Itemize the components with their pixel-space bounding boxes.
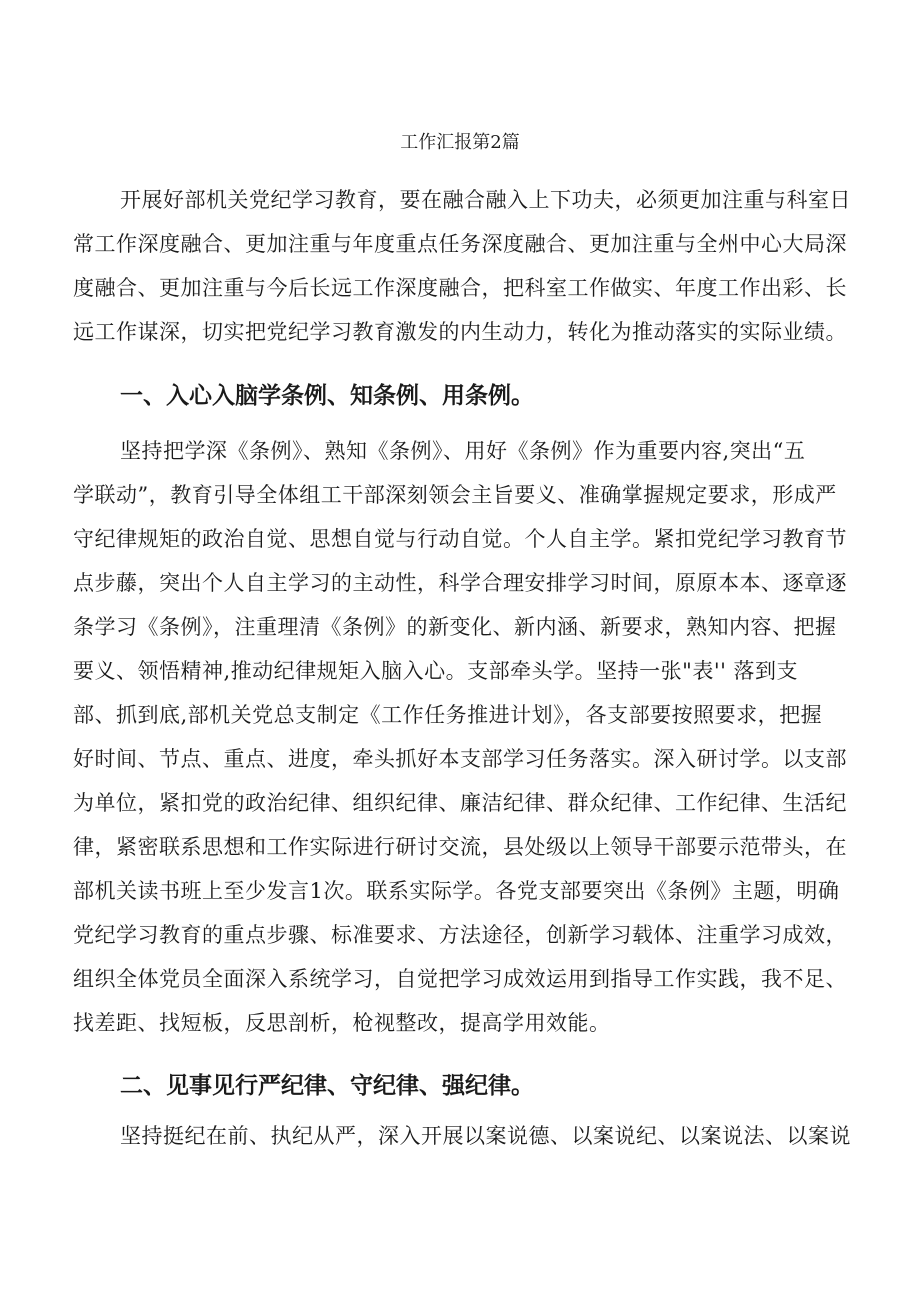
paragraph-line: 坚持把学深《条例》、熟知《条例》、用好《条例》作为重要内容,突出“五 bbox=[120, 439, 806, 463]
paragraph-line: 部、抓到底,部机关党总支制定《工作任务推进计划》，各支部要按照要求，把握 bbox=[73, 703, 823, 727]
paragraph-line: 条学习《条例》，注重理清《条例》的新变化、新内涵、新要求，熟知内容、把握 bbox=[73, 615, 837, 639]
paragraph-line: 好时间、节点、重点、进度，牵头抓好本支部学习任务落实。深入研讨学。以支部 bbox=[73, 747, 847, 771]
paragraph-line: 守纪律规矩的政治自觉、思想自觉与行动自觉。个人自主学。紧扣党纪学习教育节 bbox=[73, 527, 847, 551]
paragraph-line: 要义、领悟精神,推动纪律规矩入脑入心。支部牵头学。坚持一张"表'' 落到支 bbox=[73, 659, 799, 683]
paragraph-line: 律，紧密联系思想和工作实际进行研讨交流，县处级以上领导干部要示范带头，在 bbox=[73, 835, 847, 859]
paragraph-line: 点步藤，突出个人自主学习的主动性，科学合理安排学习时间，原原本本、逐章逐 bbox=[73, 571, 847, 595]
document-title: 工作汇报第2篇 bbox=[400, 132, 520, 153]
paragraph-line: 学联动”，教育引导全体组工干部深刻领会主旨要义、准确掌握规定要求，形成严 bbox=[73, 483, 837, 507]
paragraph-line: 党纪学习教育的重点步骤、标准要求、方法途径，创新学习载体、注重学习成效， bbox=[73, 923, 847, 947]
intro-line: 开展好部机关党纪学习教育，要在融合融入上下功夫，必须更加注重与科室日 bbox=[120, 188, 851, 212]
paragraph-line: 坚持挺纪在前、执纪从严，深入开展以案说德、以案说纪、以案说法、以案说 bbox=[120, 1124, 851, 1148]
intro-line: 度融合、更加注重与今后长远工作深度融合，把科室工作做实、年度工作出彩、长 bbox=[73, 276, 847, 300]
paragraph-line: 为单位，紧扣党的政治纪律、组织纪律、廉洁纪律、群众纪律、工作纪律、生活纪 bbox=[73, 791, 847, 815]
section-heading: 二、见事见行严纪律、守纪律、强纪律。 bbox=[120, 1073, 534, 1099]
intro-line: 常工作深度融合、更加注重与年度重点任务深度融合、更加注重与全州中心大局深 bbox=[73, 232, 847, 256]
paragraph-line: 部机关读书班上至少发言1次。联系实际学。各党支部要突出《条例》主题，明确 bbox=[73, 879, 840, 903]
paragraph-line: 组织全体党员全面深入系统学习，自觉把学习成效运用到指导工作实践，我不足、 bbox=[73, 967, 847, 991]
intro-line: 远工作谋深，切实把党纪学习教育激发的内生动力，转化为推动落实的实际业绩。 bbox=[73, 320, 847, 344]
paragraph-line: 找差距、找短板，反思剖析，枪视整改，提高学用效能。 bbox=[73, 1011, 611, 1035]
section-heading: 一、入心入脑学条例、知条例、用条例。 bbox=[120, 383, 534, 409]
